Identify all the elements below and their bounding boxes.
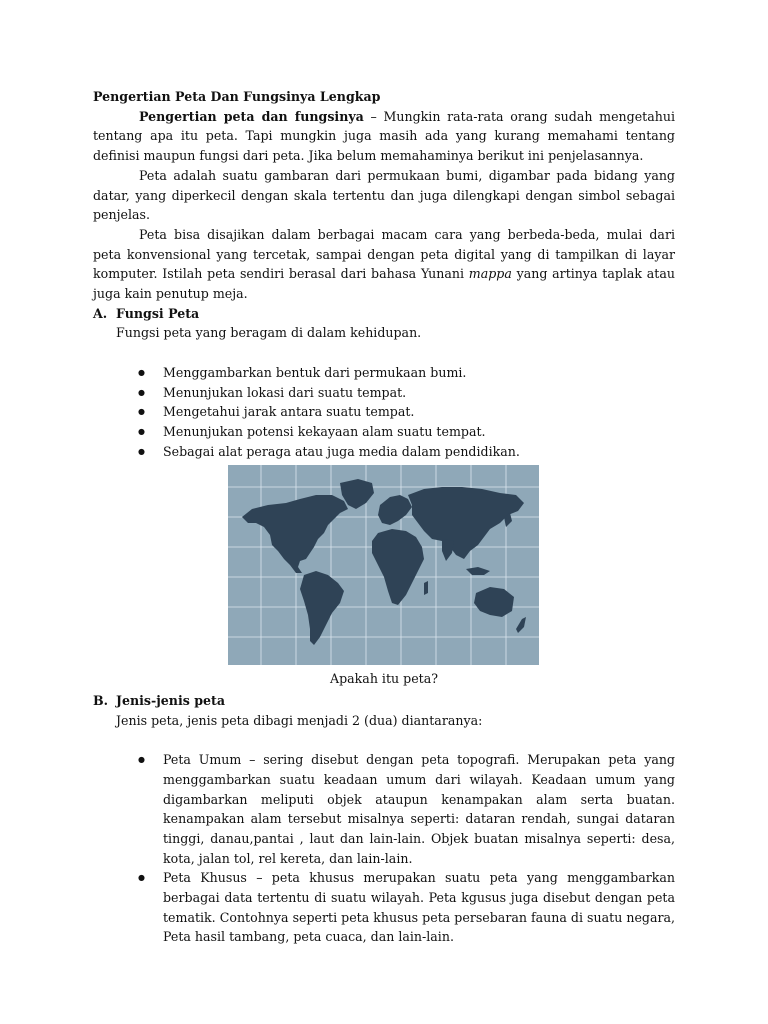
section-a-letter: A. — [93, 305, 108, 321]
origin-text-b: yang artinya taplak atau juga kain penutup meja. — [93, 266, 675, 302]
origin-term-italic: mappa — [468, 266, 512, 282]
intro-lead-bold: Pengertian peta dan fungsinya — [139, 108, 364, 124]
origin-paragraph — [93, 225, 675, 304]
intro-lead-text: – Mungkin rata-rata orang sudah mengetahui tentang apa itu peta. Tapi mungkin juga masih ada yang kurang memahami tentang definisi maupun fungsi dari peta. Jika belum memahaminya berikut ini penjelasannya. — [93, 108, 675, 164]
definition-paragraph: Peta adalah suatu gambaran dari permukaan bumi, digambar pada bidang yang datar, yang diperkecil dengan skala tertentu dan juga dilengkapi dengan simbol sebagai penjelas. — [93, 167, 675, 223]
section-b-letter: B. — [93, 693, 109, 709]
list-item: ● Menggambarkan bentuk dari permukaan bumi. — [93, 363, 675, 383]
section-a-lead: Fungsi peta yang beragam di dalam kehidupan. — [116, 325, 422, 341]
function-list — [93, 363, 675, 462]
world-map-figure — [228, 465, 539, 665]
section-a-heading — [93, 304, 675, 324]
spacer — [93, 343, 675, 363]
list-item: ● Peta Umum – sering disebut dengan peta topografi. Merupakan peta yang menggambarkan suatu keadaan umum dari wilayah. Keadaan umum yang digambarkan meliputi objek ataupun kenampakan alam serta buatan. kenampakan alam tersebut misalnya seperti: dataran rendah, sungai dataran tinggi, danau,pantai , laut dan lain-lain. Objek buatan misalnya seperti: desa, kota, jalan tol, rel kereta, dan lain-lain. — [93, 750, 675, 868]
intro-paragraph — [93, 107, 675, 166]
spacer — [93, 730, 675, 750]
section-b-lead: Jenis peta, jenis peta dibagi menjadi 2 (dua) diantaranya: — [116, 712, 483, 728]
section-b-heading — [93, 691, 675, 711]
list-item: ● Peta Khusus – peta khusus merupakan suatu peta yang menggambarkan berbagai data tertentu di suatu wilayah. Peta kgusus juga disebut dengan peta tematik. Contohnya seperti peta khusus peta persebaran fauna di suatu negara, Peta hasil tambang, peta cuaca, dan lain-lain. — [93, 868, 675, 947]
document-title: Pengertian Peta Dan Fungsinya Lengkap — [93, 89, 381, 104]
world-map-image — [228, 465, 539, 665]
figure-caption: Apakah itu peta? — [330, 671, 438, 687]
list-item: ● Sebagai alat peraga atau juga media dalam pendidikan. — [93, 442, 675, 462]
section-a-title: Fungsi Peta — [116, 305, 200, 321]
list-item: ● Menunjukan potensi kekayaan alam suatu tempat. — [93, 422, 675, 442]
origin-text-a: Peta bisa disajikan dalam berbagai macam cara yang berbeda-beda, mulai dari peta konvensional yang tercetak, sampai dengan peta digital yang di tampilkan di layar komputer. Istilah peta sendiri berasal dari bahasa Yunani — [93, 226, 675, 282]
madagascar — [424, 581, 428, 595]
map-types-list — [93, 750, 675, 947]
list-item: ● Mengetahui jarak antara suatu tempat. — [93, 402, 675, 422]
document-body — [93, 87, 675, 947]
section-b-title: Jenis-jenis peta — [116, 693, 226, 709]
list-item: ● Menunjukan lokasi dari suatu tempat. — [93, 383, 675, 403]
